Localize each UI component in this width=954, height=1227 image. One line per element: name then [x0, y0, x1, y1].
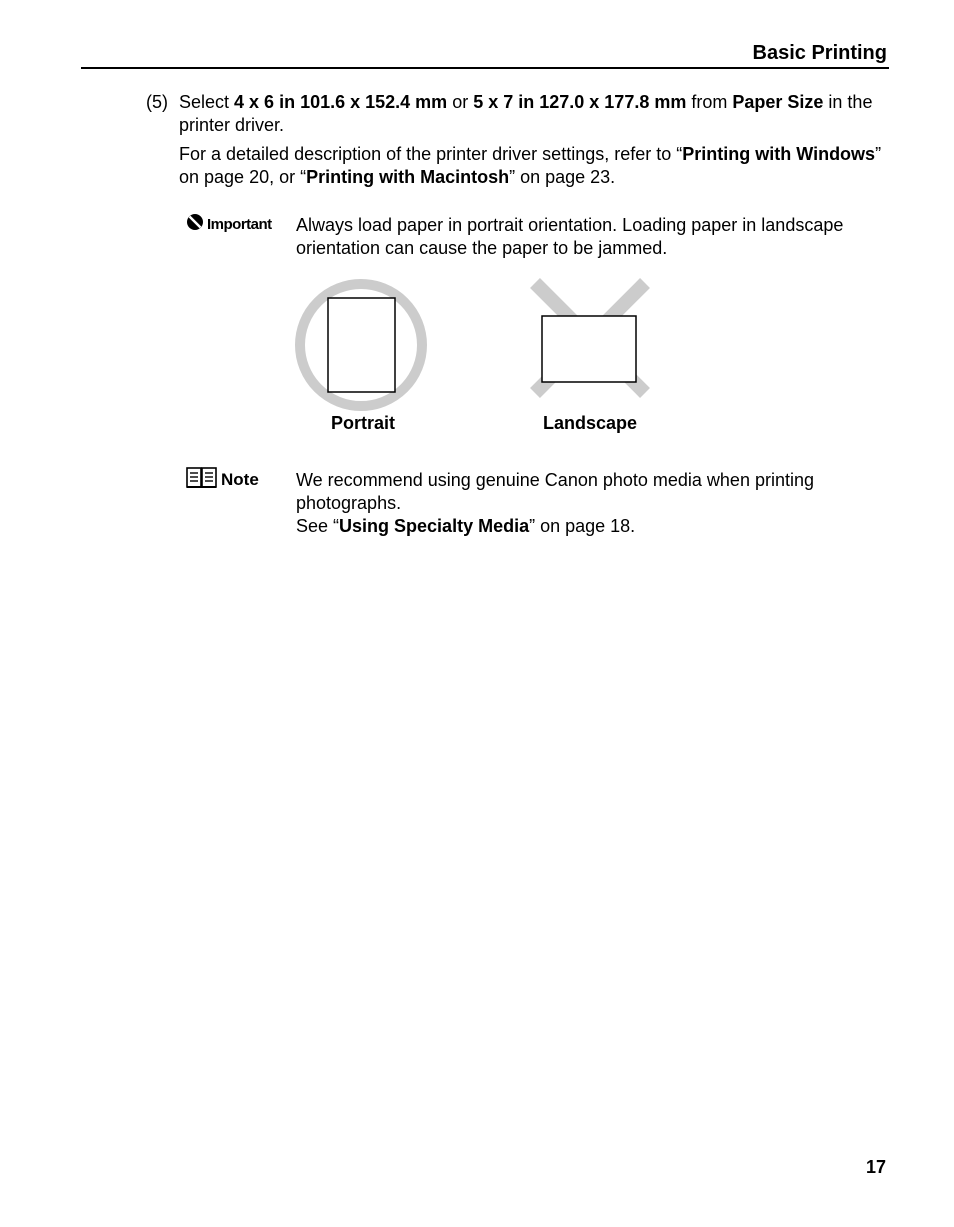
portrait-ok-figure	[290, 275, 435, 415]
size-option-5x7: 5 x 7 in 127.0 x 177.8 mm	[473, 92, 687, 112]
detail-text: For a detailed description of the printer driver settings, refer to “	[179, 144, 683, 164]
link-using-specialty-media[interactable]: Using Specialty Media	[339, 516, 530, 536]
important-label: Important	[207, 215, 272, 233]
step-instruction	[179, 91, 886, 137]
link-printing-with-macintosh[interactable]: Printing with Macintosh	[306, 167, 510, 187]
important-callout-label	[186, 213, 272, 235]
page-number: 17	[865, 1157, 886, 1177]
paper-size-label: Paper Size	[732, 92, 824, 112]
step-text: or	[447, 92, 474, 112]
note-callout-label	[186, 467, 259, 493]
book-icon	[186, 467, 218, 493]
portrait-caption: Portrait	[330, 413, 395, 433]
important-icon	[186, 213, 204, 235]
note-text	[296, 469, 886, 538]
section-title: Basic Printing	[752, 42, 887, 64]
step-body	[179, 91, 886, 189]
note-label: Note	[221, 470, 259, 489]
step-number: (5)	[146, 92, 168, 112]
note-see-also	[296, 515, 886, 538]
landscape-caption: Landscape	[542, 413, 638, 433]
step-text: from	[686, 92, 733, 112]
portrait-paper	[328, 298, 395, 392]
link-printing-with-windows[interactable]: Printing with Windows	[682, 144, 876, 164]
size-option-4x6: 4 x 6 in 101.6 x 152.4 mm	[234, 92, 448, 112]
important-text	[296, 214, 886, 260]
landscape-paper	[542, 316, 636, 382]
step-5	[146, 91, 886, 189]
detail-text: ” on page 23.	[509, 167, 616, 187]
step-detail	[179, 143, 886, 189]
step-text: Select	[179, 92, 235, 112]
step-text: in the printer driver.	[179, 92, 873, 135]
note-message: We recommend using genuine Canon photo media when printing photographs.	[296, 470, 814, 513]
see-text: See “	[296, 516, 340, 536]
important-message: Always load paper in portrait orientation. Loading paper in landscape orientation can cause the paper to be jammed.	[296, 215, 844, 258]
see-text: ” on page 18.	[529, 516, 636, 536]
header-divider	[81, 67, 889, 69]
detail-text: ” on page 20, or “	[179, 144, 882, 187]
landscape-ng-figure	[525, 275, 655, 405]
